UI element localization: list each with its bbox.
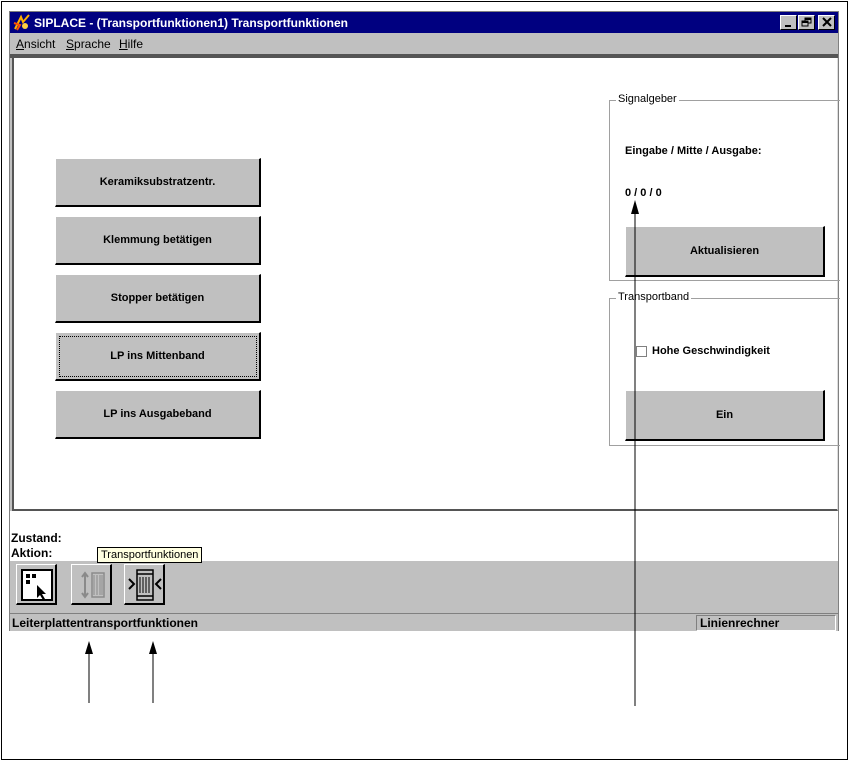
restore-icon xyxy=(801,17,813,28)
klemmung-betaetigen-button[interactable]: Klemmung betätigen xyxy=(55,216,261,265)
aktualisieren-button[interactable]: Aktualisieren xyxy=(625,226,825,277)
status-bar xyxy=(10,613,838,631)
zustand-label: Zustand: xyxy=(11,531,62,545)
select-tool-button[interactable] xyxy=(16,564,57,605)
toolbar-tooltip: Transportfunktionen xyxy=(97,547,202,563)
status-bar-module: Leiterplattentransportfunktionen xyxy=(12,616,199,630)
stopper-betaetigen-button[interactable]: Stopper betätigen xyxy=(55,274,261,323)
siplace-app-icon xyxy=(13,14,31,31)
ein-button[interactable]: Ein xyxy=(625,390,825,441)
sensor-label: Eingabe / Mitte / Ausgabe: xyxy=(625,145,762,157)
menu-sprache[interactable]: Sprache xyxy=(66,37,111,51)
main-panel xyxy=(12,58,838,511)
sensor-value: 0 / 0 / 0 xyxy=(625,187,662,199)
transport-functions-button[interactable] xyxy=(124,564,165,605)
minimize-icon xyxy=(783,17,795,28)
transport-functions-icon xyxy=(125,565,165,605)
keramiksubstratzentr-button[interactable]: Keramiksubstratzentr. xyxy=(55,158,261,207)
minimize-button[interactable] xyxy=(780,15,797,30)
menu-hilfe[interactable]: Hilfe xyxy=(119,37,144,51)
toolbar xyxy=(10,561,838,613)
transport-vertical-icon xyxy=(72,565,112,605)
menu-ansicht[interactable]: Ansicht xyxy=(16,37,56,51)
signalgeber-group xyxy=(609,93,840,281)
aktion-label: Aktion: xyxy=(11,546,53,560)
signalgeber-group-title: Signalgeber xyxy=(618,93,677,105)
close-icon xyxy=(821,17,833,28)
menu-bar xyxy=(10,34,838,54)
restore-button[interactable] xyxy=(798,15,815,30)
hohe-geschwindigkeit-checkbox[interactable] xyxy=(636,346,647,357)
transportband-group xyxy=(609,291,840,446)
transportband-group-title: Transportband xyxy=(618,291,690,303)
lp-ins-mittenband-button[interactable]: LP ins Mittenband xyxy=(55,332,261,381)
window-title: SIPLACE - (Transportfunktionen1) Transportfunktionen xyxy=(34,16,349,30)
close-button[interactable] xyxy=(818,15,835,30)
title-bar[interactable] xyxy=(10,12,838,33)
status-bar-linienrechner: Linienrechner xyxy=(696,615,836,631)
transport-vertical-button[interactable] xyxy=(71,564,112,605)
select-tool-icon xyxy=(17,565,57,605)
lp-ins-ausgabeband-button[interactable]: LP ins Ausgabeband xyxy=(55,390,261,439)
application-window xyxy=(9,11,839,631)
hohe-geschwindigkeit-label: Hohe Geschwindigkeit xyxy=(652,345,770,357)
